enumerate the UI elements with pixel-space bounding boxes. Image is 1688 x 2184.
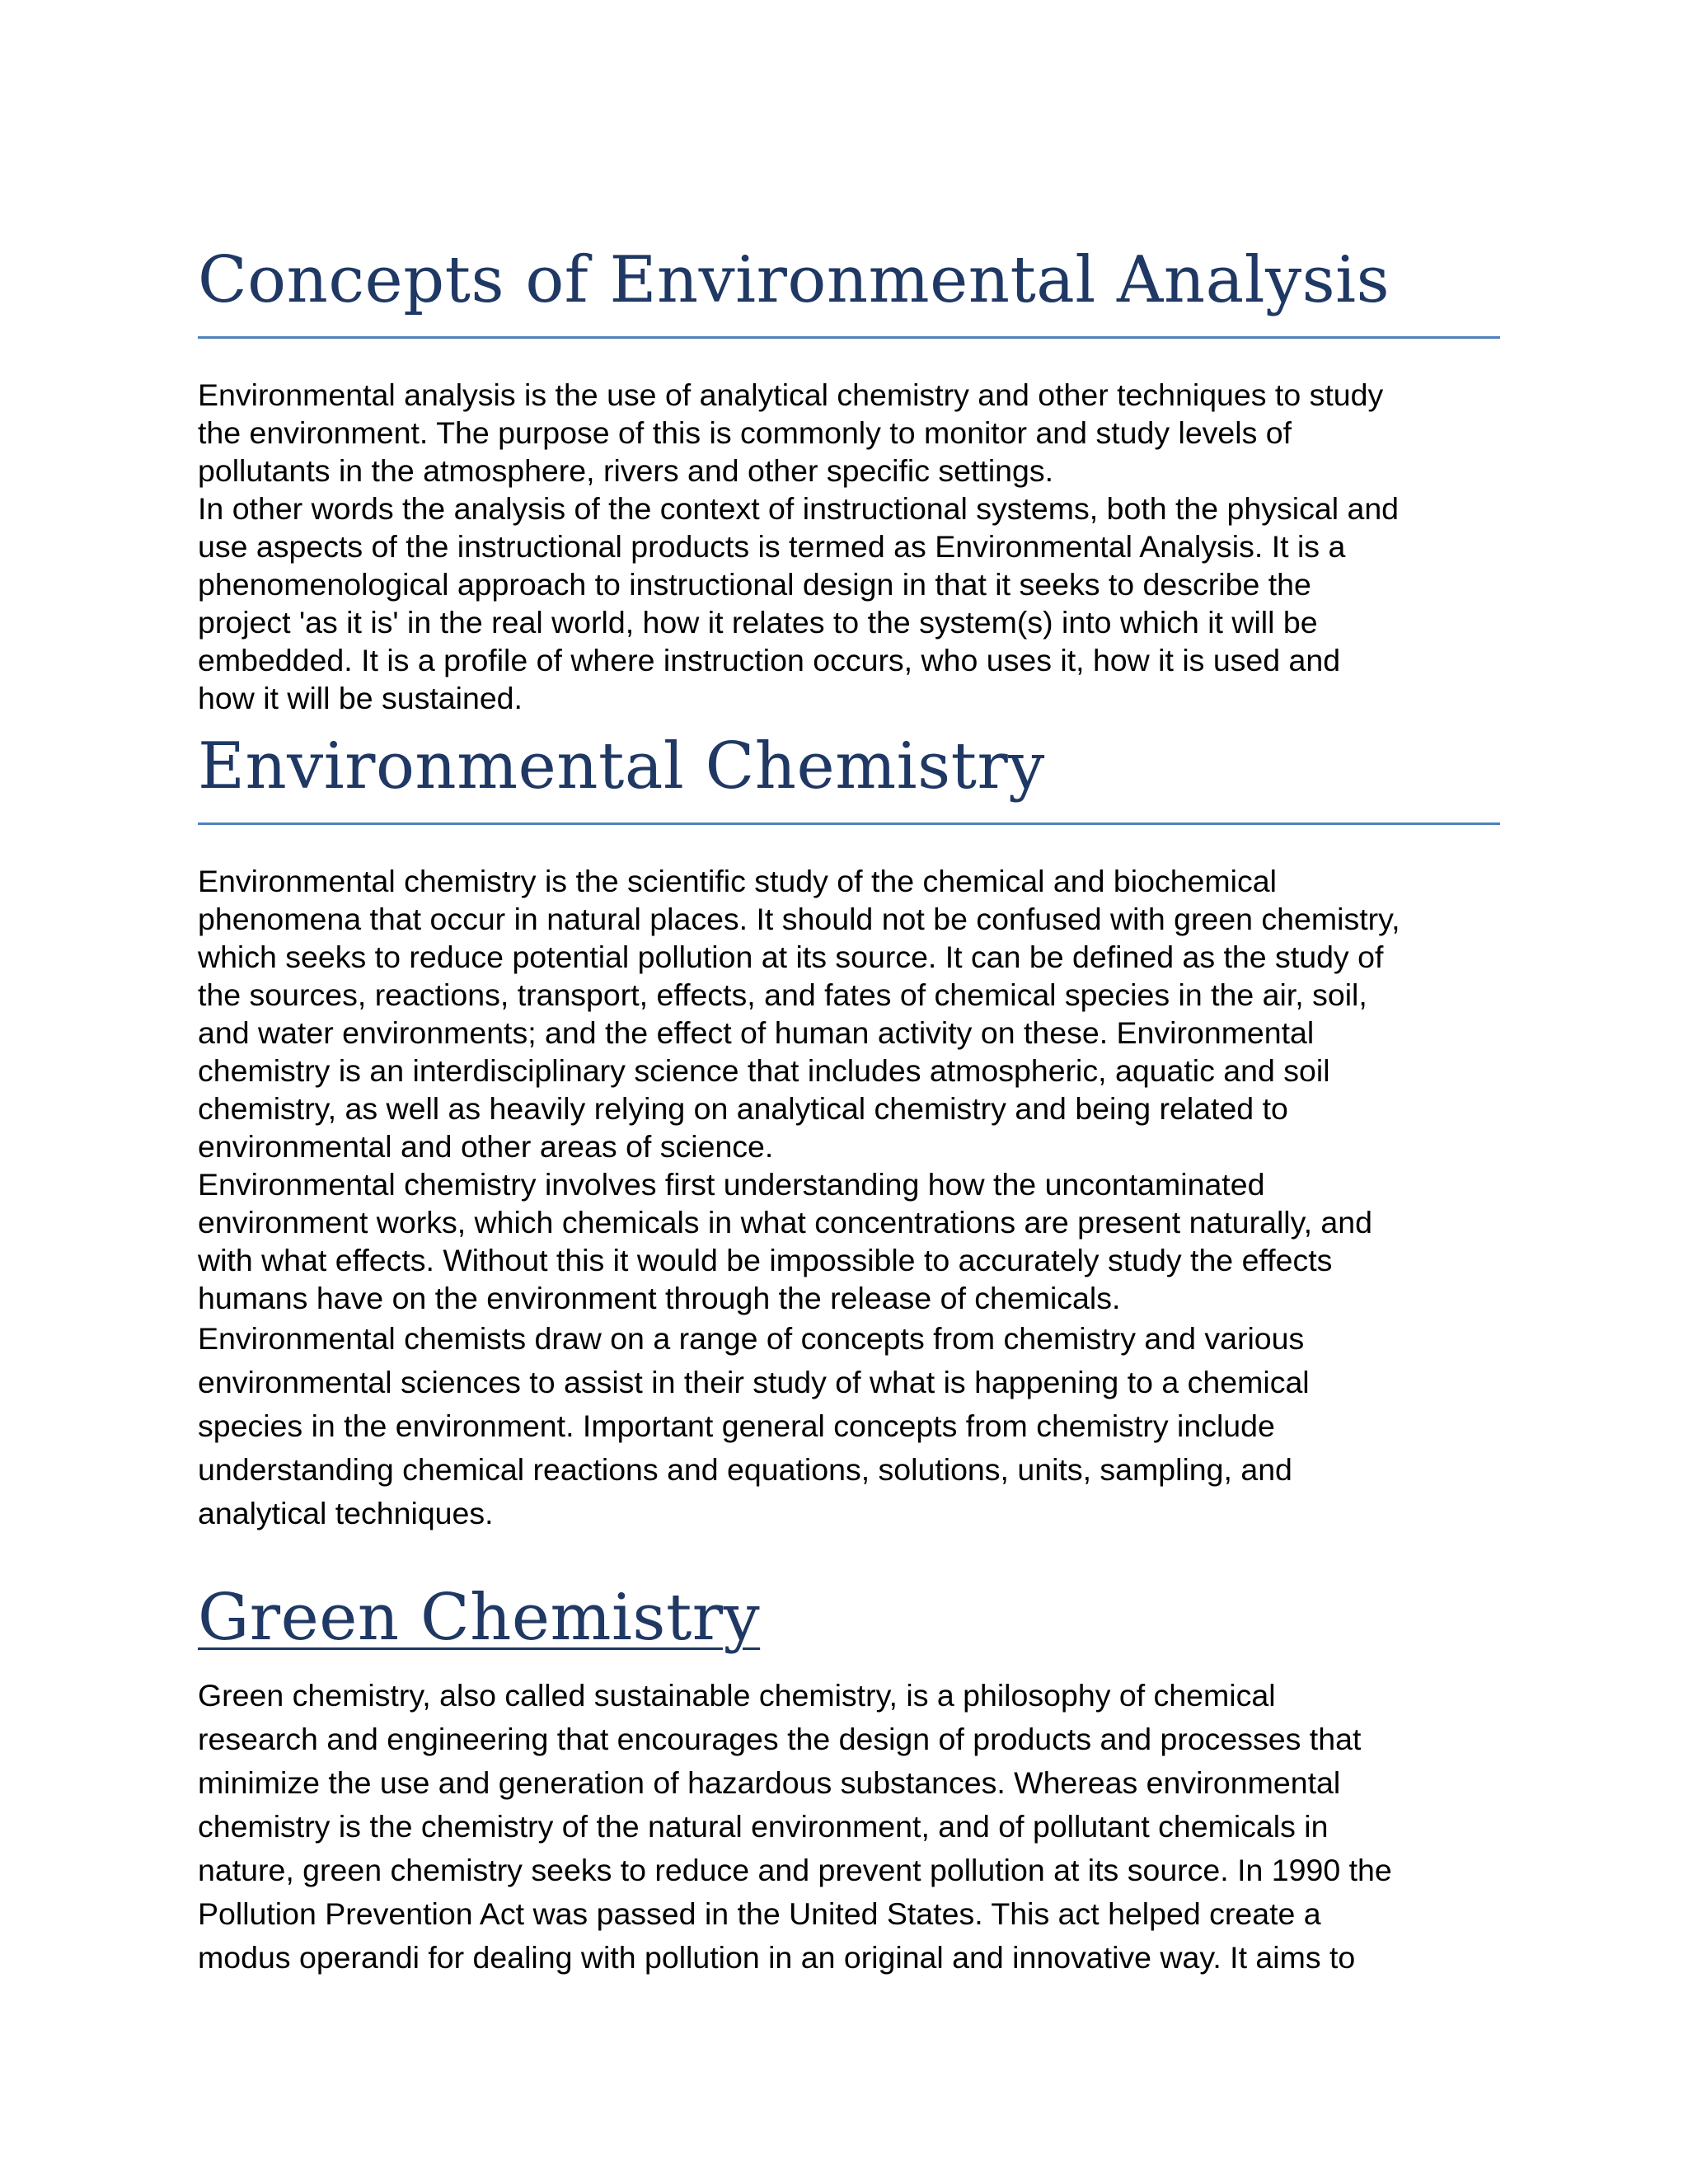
document-page — [198, 231, 1500, 1980]
paragraph-green-chemistry-definition: Green chemistry, also called sustainable chemistry, is a philosophy of chemical research and engineering that encourages the design of products and processes that minimize the use and generation of hazardous substances. Whereas environmental chemistry is the chemistry of the natural environment, and of pollutant chemicals in nature, green chemistry seeks to reduce and prevent pollution at its source. In 1990 the Pollution Prevention Act was passed in the United States. This act helped create a modus operandi for dealing with pollution in an original and innovative way. It aims to — [198, 1678, 1392, 1975]
heading-green-chemistry: Green Chemistry — [198, 1581, 761, 1655]
section-concepts-body — [198, 376, 1500, 717]
paragraph-environmental-chemistry-understanding: Environmental chemistry involves first understanding how the uncontaminated environment works, which chemicals in what concentrations are present naturally, and with what effects. Without this it would be impossible to accurately study the effects humans have on the environment through the release of chemicals. — [198, 1167, 1372, 1315]
paragraph-environmental-chemists-concepts: Environmental chemists draw on a range of concepts from chemistry and various environmental sciences to assist in their study of what is happening to a chemical species in the environment. Important general concepts from chemistry include understanding chemical reactions and equations, solutions, units, sampling, and analytical techniques. — [198, 1321, 1310, 1530]
section-green-chemistry-body — [198, 1674, 1500, 1980]
section-environmental-chemistry-body — [198, 862, 1500, 1535]
paragraph-environmental-analysis-definition: Environmental analysis is the use of analytical chemistry and other techniques to study the environment. The purpose of this is commonly to monitor and study levels of pollutants in the atmosphere, rivers and other specific settings. — [198, 377, 1384, 488]
paragraph-environmental-analysis-instructional: In other words the analysis of the context of instructional systems, both the physical and use aspects of the instructional products is termed as Environmental Analysis. It is a phenomenological approach to instructional design in that it seeks to describe the project 'as it is' in the real world, how it relates to the system(s) into which it will be embedded. It is a profile of where instruction occurs, who uses it, how it is used and how it will be sustained. — [198, 491, 1400, 715]
paragraph-environmental-chemistry-definition: Environmental chemistry is the scientific study of the chemical and biochemical phenomena that occur in natural places. It should not be confused with green chemistry, which seeks to reduce potential pollution at its source. It can be defined as the study of the sources, reactions, transport, effects, and fates of chemical species in the air, soil, and water environments; and the effect of human activity on these. Environmental chemistry is an interdisciplinary science that includes atmospheric, aquatic and soil chemistry, as well as heavily relying on analytical chemistry and being related to environmental and other areas of science. — [198, 864, 1400, 1164]
heading-environmental-chemistry: Environmental Chemistry — [198, 717, 1500, 825]
heading-concepts-of-environmental-analysis: Concepts of Environmental Analysis — [198, 231, 1500, 339]
